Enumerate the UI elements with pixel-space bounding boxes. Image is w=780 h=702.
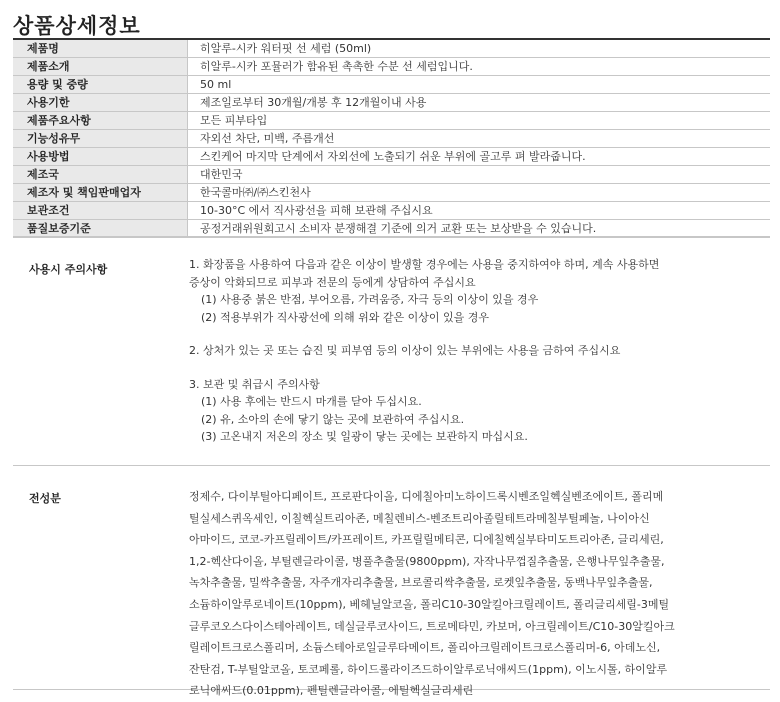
ingredient-line: 잔탄검, T-부틸알코올, 토코페롤, 하이드롤라이즈드하이알루로닉애씨드(1ppm), 이노시톨, 하이알루 [189, 662, 668, 676]
ingredient-line: 로닉애씨드(0.01ppm), 펜틸렌글라이콜, 에틸헥실글리세린 [189, 684, 474, 698]
row-label: 사용방법 [13, 148, 188, 166]
row-value: 공정거래위원회고시 소비자 분쟁해결 기준에 의거 교환 또는 보상받을 수 있습니다. [188, 220, 771, 238]
table-row [13, 130, 770, 148]
row-value: 히알루-시카 워터핏 선 세럼 (50ml) [188, 39, 771, 58]
row-label: 기능성유무 [13, 130, 188, 148]
notice-item: 1. 화장품을 사용하여 다음과 같은 이상이 발생할 경우에는 사용을 중지하여야 하며, 계속 사용하면 [189, 258, 660, 271]
table-row [13, 58, 770, 76]
notice-label: 사용시 주의사항 [29, 263, 108, 276]
ingredient-line: 아마이드, 코코-카프릴레이트/카프레이트, 카프릴릴메티콘, 디에칠헥실부타미도트리아존, 글리세린, [189, 533, 664, 547]
notice-item: 증상이 악화되므로 피부과 전문의 등에게 상담하여 주십시요 [189, 275, 476, 289]
row-value: 스킨케어 마지막 단계에서 자외선에 노출되기 쉬운 부위에 골고루 펴 발라줍니다. [188, 148, 771, 166]
table-row [13, 76, 770, 94]
table-row [13, 166, 770, 184]
notice-subitem: (2) 적용부위가 직사광선에 의해 위와 같은 이상이 있을 경우 [201, 310, 489, 324]
row-label: 제품명 [13, 39, 188, 58]
row-label: 용량 및 중량 [13, 76, 188, 94]
ingredient-line: 글루코오스다이스테아레이트, 데실글루코사이드, 트로메타민, 카보머, 아크릴레이트/C10-30알킬아크 [189, 619, 675, 633]
row-value: 히알루-시카 포뮬러가 함유된 촉촉한 수분 선 세럼입니다. [188, 58, 771, 76]
ingredient-line: 소듐하이알루로네이트(10ppm), 베헤닐알코올, 폴리C10-30알킬아크릴레이트, 폴리글리세릴-3메틸 [189, 597, 670, 611]
ingredient-line: 릴레이트크로스폴리머, 소듐스테아로일글루타메이트, 폴리아크릴레이트크로스폴리머-6, 아데노신, [189, 641, 661, 655]
notice-subitem: (1) 사용중 붉은 반점, 부어오름, 가려움증, 자극 등의 이상이 있을 경우 [201, 293, 539, 306]
notice-subitem: (2) 유, 소아의 손에 닿기 않는 곳에 보관하여 주십시요. [201, 412, 465, 426]
ingredients-section [13, 465, 770, 698]
row-value: 자외선 차단, 미백, 주름개선 [188, 130, 771, 148]
product-info-table [13, 38, 770, 238]
row-value: 제조일로부터 30개월/개봉 후 12개월이내 사용 [188, 94, 771, 112]
row-label: 제조국 [13, 166, 188, 184]
notice-item: 2. 상처가 있는 곳 또는 습진 및 피부염 등의 이상이 있는 부위에는 사용을 금하여 주십시요 [189, 344, 621, 357]
table-row [13, 148, 770, 166]
table-row [13, 220, 770, 238]
table-row [13, 202, 770, 220]
ingredient-line: 1,2-헥산다이올, 부틸렌글라이콜, 병풀추출물(9800ppm), 자작나무껍질추출물, 은행나무잎추출물, [189, 554, 665, 568]
row-label: 제조자 및 책임판매업자 [13, 184, 188, 202]
row-value: 50 ml [188, 76, 771, 94]
page-title: 상품상세정보 [13, 14, 141, 38]
row-value: 한국콜마㈜/㈜스킨천사 [188, 184, 771, 202]
row-value: 10-30°C 에서 직사광선을 피해 보관해 주십시요 [188, 202, 771, 220]
ingredient-line: 녹차추출물, 밀싹추출물, 자주개자리추출물, 브로콜리싹추출물, 로켓잎추출물, 동백나무잎추출물, [189, 576, 653, 590]
table-row [13, 39, 770, 58]
row-label: 제품소개 [13, 58, 188, 76]
ingredient-line: 정제수, 다이부틸아디페이트, 프로판다이올, 디에칠아미노하이드록시벤조일헥실벤조에이트, 폴리메 [189, 490, 664, 503]
notice-subitem: (1) 사용 후에는 반드시 마개를 닫아 두십시요. [201, 395, 422, 408]
notice-body [189, 256, 756, 446]
row-label: 제품주요사항 [13, 112, 188, 130]
row-value: 모든 피부타입 [188, 112, 771, 130]
table-row [13, 184, 770, 202]
notice-item: 3. 보관 및 취급시 주의사항 [189, 377, 320, 391]
row-label: 품질보증기준 [13, 220, 188, 238]
usage-notice-section [13, 236, 770, 466]
notice-subitem: (3) 고온내지 저온의 장소 및 일광이 닿는 곳에는 보관하지 마십시요. [201, 430, 528, 443]
row-label: 사용기한 [13, 94, 188, 112]
row-label: 보관조건 [13, 202, 188, 220]
table-row [13, 112, 770, 130]
row-value: 대한민국 [188, 166, 771, 184]
ingredients-label: 전성분 [29, 492, 61, 505]
table-row [13, 94, 770, 112]
ingredients-body [189, 486, 756, 702]
ingredient-line: 틸실세스퀴옥세인, 이칠헥실트리아존, 메칠렌비스-벤조트리아졸릴테트라메칠부틸페놀, 나이아신 [189, 511, 650, 525]
